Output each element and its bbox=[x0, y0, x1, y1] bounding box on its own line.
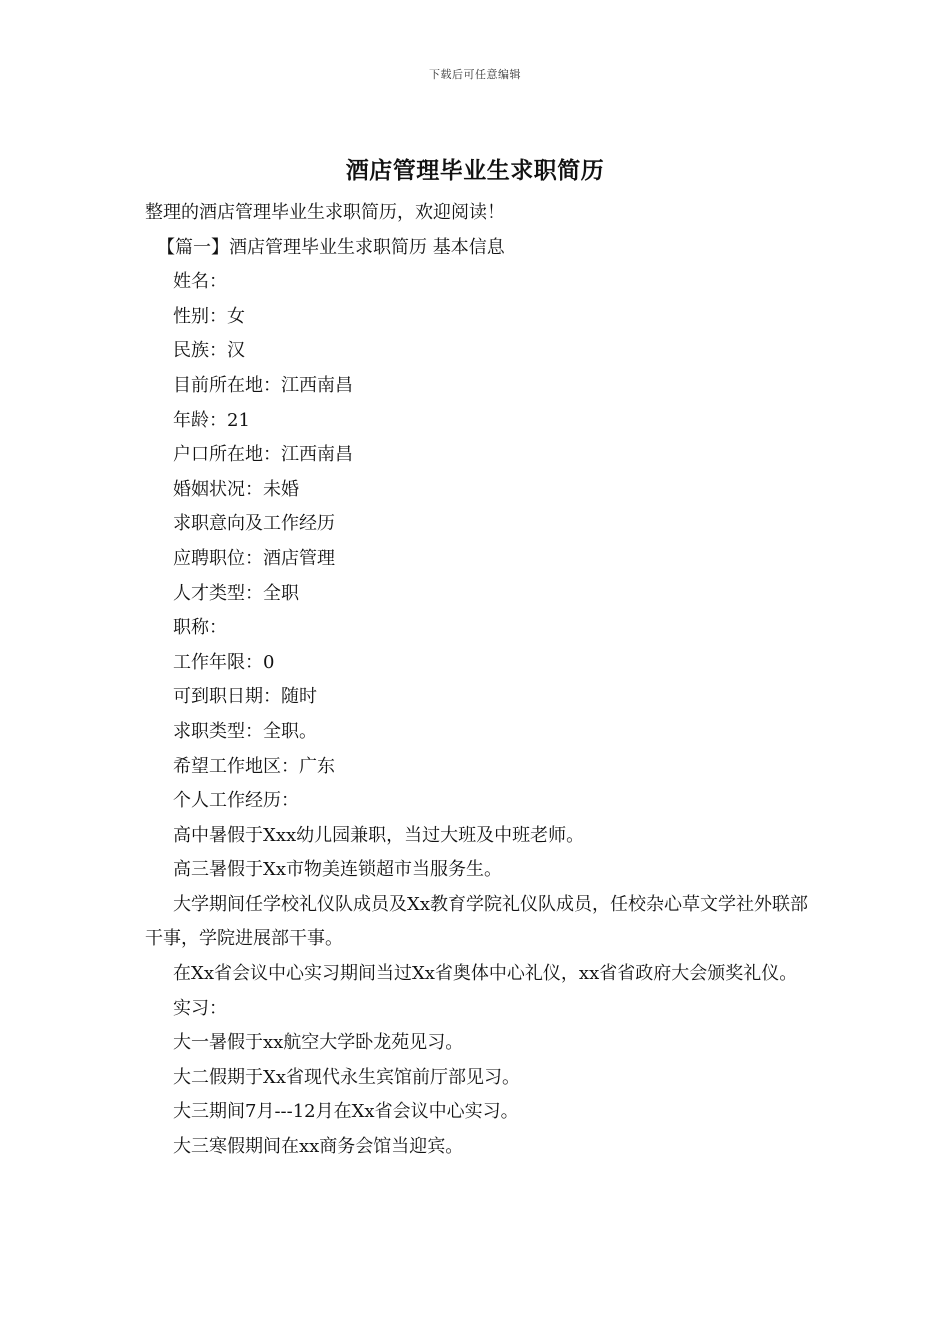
intro-text: 整理的酒店管理毕业生求职简历，欢迎阅读！ bbox=[145, 202, 505, 223]
internship-line-1: 大一暑假于xx航空大学卧龙苑见习。 bbox=[173, 1032, 464, 1054]
internship-heading: 实习： bbox=[173, 997, 227, 1019]
info-line-experience-heading: 个人工作经历： bbox=[173, 790, 299, 812]
info-line-age: 年龄：21 bbox=[173, 409, 250, 431]
info-line-talent-type: 人才类型：全职 bbox=[173, 582, 299, 604]
info-line-start-date: 可到职日期：随时 bbox=[173, 686, 317, 708]
info-line-ethnicity: 民族：汉 bbox=[173, 340, 245, 362]
info-line-name: 姓名： bbox=[173, 271, 227, 293]
info-line-location: 目前所在地：江西南昌 bbox=[173, 374, 353, 396]
info-line-hukou: 户口所在地：江西南昌 bbox=[173, 444, 353, 466]
section-heading: 【篇一】酒店管理毕业生求职简历 基本信息 bbox=[157, 236, 505, 258]
experience-line-1: 高中暑假于Xxx幼儿园兼职，当过大班及中班老师。 bbox=[173, 824, 585, 846]
info-line-gender: 性别：女 bbox=[173, 305, 245, 327]
page-title: 酒店管理毕业生求职简历 bbox=[345, 157, 605, 184]
info-line-title: 职称： bbox=[173, 617, 227, 639]
internship-line-3: 大三期间7月---12月在Xx省会议中心实习。 bbox=[173, 1101, 519, 1123]
experience-paragraph-2: 在Xx省会议中心实习期间当过Xx省奥体中心礼仪，xx省省政府大会颁奖礼仪。 bbox=[173, 963, 798, 985]
header-note: 下载后可任意编辑 bbox=[429, 68, 521, 81]
info-line-job-type: 求职类型：全职。 bbox=[173, 720, 317, 742]
internship-line-2: 大二假期于Xx省现代永生宾馆前厅部见习。 bbox=[173, 1066, 520, 1088]
info-line-region: 希望工作地区：广东 bbox=[173, 755, 335, 777]
info-line-intent-heading: 求职意向及工作经历 bbox=[173, 513, 335, 535]
experience-paragraph-1: 大学期间任学校礼仪队成员及Xx教育学院礼仪队成员，任校杂心草文学社外联部干事，学院进展部干事。 bbox=[145, 893, 808, 950]
info-line-marital: 婚姻状况：未婚 bbox=[173, 478, 299, 500]
resume-body bbox=[145, 196, 810, 1165]
info-line-years: 工作年限：0 bbox=[173, 651, 275, 673]
info-line-position: 应聘职位：酒店管理 bbox=[173, 547, 335, 569]
experience-line-2: 高三暑假于Xx市物美连锁超市当服务生。 bbox=[173, 859, 502, 881]
internship-line-4: 大三寒假期间在xx商务会馆当迎宾。 bbox=[173, 1136, 464, 1158]
